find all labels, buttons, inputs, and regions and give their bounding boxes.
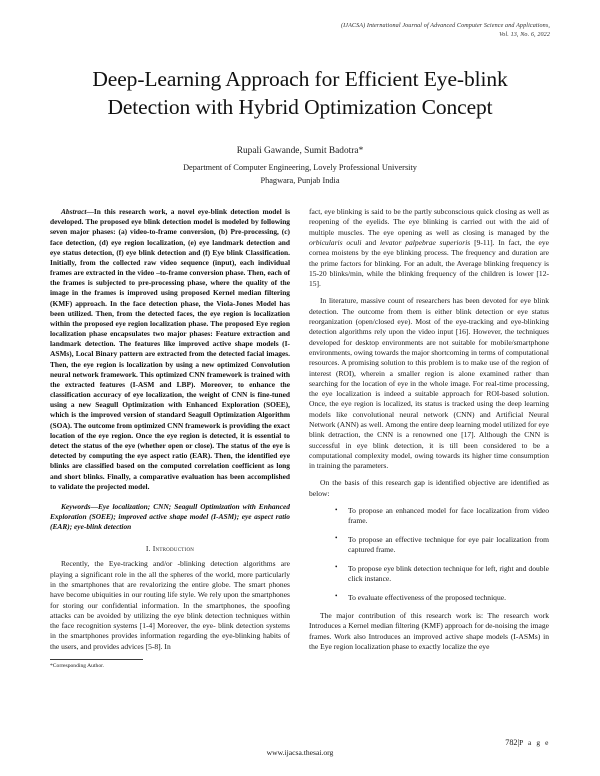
intro-paragraph-4: On the basis of this research gap is identified objective are identified as below: xyxy=(309,478,549,498)
list-item: • To propose eye blink detection technique for left, right and double click instance. xyxy=(335,564,549,585)
section-heading-introduction xyxy=(50,544,290,553)
intro-paragraph-1: Recently, the Eye-tracking and/or -blinking detection algorithms are playing a significant role in the all the spheres of the world, more particularly in the smartphones that are revalorizing the entire globe. The smart phones have become ubiquities in our routing life style. We rely upon the smartphones for storing our confidential information. In the smartphones, the spoofing attacks can be avoided by utilizing the eye blink detection techniques within the face recognition systems [1-4] Moreover, the eye- blink detection systems in the smartphones provides information regarding the eye-blinking habits of the users, and provides advices [5-8]. In xyxy=(50,559,290,651)
affiliation-line-2: Phagwara, Punjab India xyxy=(260,175,340,185)
keywords-text: Eye localization; CNN; Seagull Optimization with Enhanced Exploration (SOEE); improved active shape model (I-ASM); eye aspect ratio (EAR); eye-blink detection xyxy=(50,501,290,532)
left-column xyxy=(50,207,290,670)
journal-url: www.ijacsa.thesai.org xyxy=(266,748,334,757)
intro-paragraph-2 xyxy=(309,207,549,289)
right-column xyxy=(309,207,549,659)
running-head-journal: (IJACSA) International Journal of Advanced Computer Science and Applications, xyxy=(340,23,550,29)
abstract-paragraph xyxy=(50,207,290,492)
abstract-label: Abstract— xyxy=(61,207,94,217)
intro-p2-part-1: fact, eye blinking is said to be the partly subconscious quick closing as well as reopening of the eyelids. The eye blinking is carried out with the aid of multiple muscles. The eye opening as well as closing is managed by the xyxy=(309,207,549,237)
page-number-label xyxy=(505,738,550,747)
latin-term-levator-palpebrae-superioris: levator palpebrae superioris xyxy=(380,237,471,247)
footnote-corresponding-author: *Corresponding Author. xyxy=(50,663,105,670)
affiliation-line-1: Department of Computer Engineering, Lovely Professional University xyxy=(183,163,417,173)
intro-paragraph-5: The major contribution of this research work is: The research work Introduces a Kernel median filtering (KMF) approach for de-noising the image frames. Work also Introduces an improved active shape models (I-ASMs) in the Eye region localization phase to exactly localize the eye xyxy=(309,610,549,651)
list-item: • To propose an enhanced model for face localization from video frame. xyxy=(335,506,549,527)
list-item: • To evaluate effectiveness of the proposed technique. xyxy=(335,593,549,603)
page-word: P a g e xyxy=(519,738,550,747)
intro-paragraph-3: In literature, massive count of researchers has been devoted for eye blink detection. The outcome from them is either blink detection or eye status reorganization (open/closed eye). Most of the eye-tracking and eye-blinking detection algorithms rely upon the video input [16]. However, the techniques developed for desktop environments are not suitable for mobile/smartphone environments, owing towards the major shortcoming in terms of computational resources. A promising solution to this problem is to make use of the region of interest (ROI), wherein a smaller region is alone examined rather than searching for the location of eye in the whole image. For real-time processing, the eye localization is indeed a suitable approach for ROI-based solution. Once, the eye region is localized, its status is tracked using the deep learning models like convolutional neural network (CNN) and Artificial Neural Network (ANN) as well. Among the entire deep learning model utilized for eye blink detraction, the CNN is a renowned one [17]. Although the CNN is successful in eye blink detection, it is till been considered to be a computational complexity model, owing towards its higher time consumption in training the parameters. xyxy=(309,296,549,471)
page-title: Deep-Learning Approach for Efficient Eye-blink Detection with Hybrid Optimization Concept xyxy=(92,66,508,120)
keywords-paragraph xyxy=(50,502,290,533)
affiliation xyxy=(50,162,550,187)
abstract-text: In this research work, a novel eye-blink detection model is developed. The proposed eye blink detection model is modeled by following seven major phases: (a) video-to-frame conversion, (b) Pre-processing, (c) face detection, (d) eye region localization, (e) eye landmark detection and eye status detection, (f) eye blink detection and (f) Eye blink Classification. Initially, from the collected raw video sequence (input), each individual frames are extracted in the video –to-frame conversion phase. Then, each of the frames is subjected to pre-processing phase, where the quality of the image in the frames is improved using proposed Kernel median filtering (KMF) approach. In the face detection phase, the Viola-Jones Model has been utilized. Then, from the detected faces, the eye region is localization within the proposed eye region localization phase. The proposed Eye region localization phase encapsulates two major phases: Feature extraction and landmark detection. The features like improved active shape models (I-ASMs), Local Binary pattern are extracted from the detected facial images. Then, the eye region is localization by using a new optimized Convolution neural network framework. This optimized CNN framework is trained with the extracted features (I-ASM and LBP). Moreover, to enhance the classification accuracy of eye localization, the weight of CNN is fine-tuned using a new Seagull Optimization with Enhanced Exploration (SOEE), which is the improved version of standard Seagull Optimization Algorithm (SOA). The outcome from optimized CNN framework is providing the exact location of the eye region. Once the eye region is detected, it is essential to detect the status of the eye (whether open or close). The status of the eye is detected by computing the eye aspect ratio (EAR). Then, the identified eye blinks are classified based on the computed correlation coefficient as long and short blinks. Finally, a comparative evaluation has been accomplished to validate the projected model. xyxy=(50,207,290,491)
section-number: I. xyxy=(145,544,151,554)
footnote-divider xyxy=(50,659,143,660)
keywords-label: Keywords— xyxy=(61,501,98,511)
intro-p2-conjunction: and xyxy=(361,237,381,247)
running-head xyxy=(50,22,550,41)
author-list: Rupali Gawande, Sumit Badotra* xyxy=(236,146,364,157)
objectives-list xyxy=(309,506,549,603)
intro-p2-part-2: [9-11]. In fact, the eye cornea moistens by the eye blinking process. The frequency and duration are the prime factors for blinking. For an adult, the Average blinking frequency is 15-20 blinks/min, while the blinking frequency of the children is lower [12-15]. xyxy=(309,237,549,289)
latin-term-orbicularis-oculi: orbicularis oculi xyxy=(309,237,362,247)
list-item: • To propose an effective technique for eye pair localization from captured frame. xyxy=(335,535,549,556)
section-title: Introduction xyxy=(152,544,195,554)
body-columns xyxy=(50,207,550,670)
page-footer xyxy=(50,738,550,764)
page-number: 782 xyxy=(505,738,518,747)
page-separator: | xyxy=(517,738,520,747)
running-head-volume: Vol. 13, No. 6, 2022 xyxy=(499,32,550,39)
